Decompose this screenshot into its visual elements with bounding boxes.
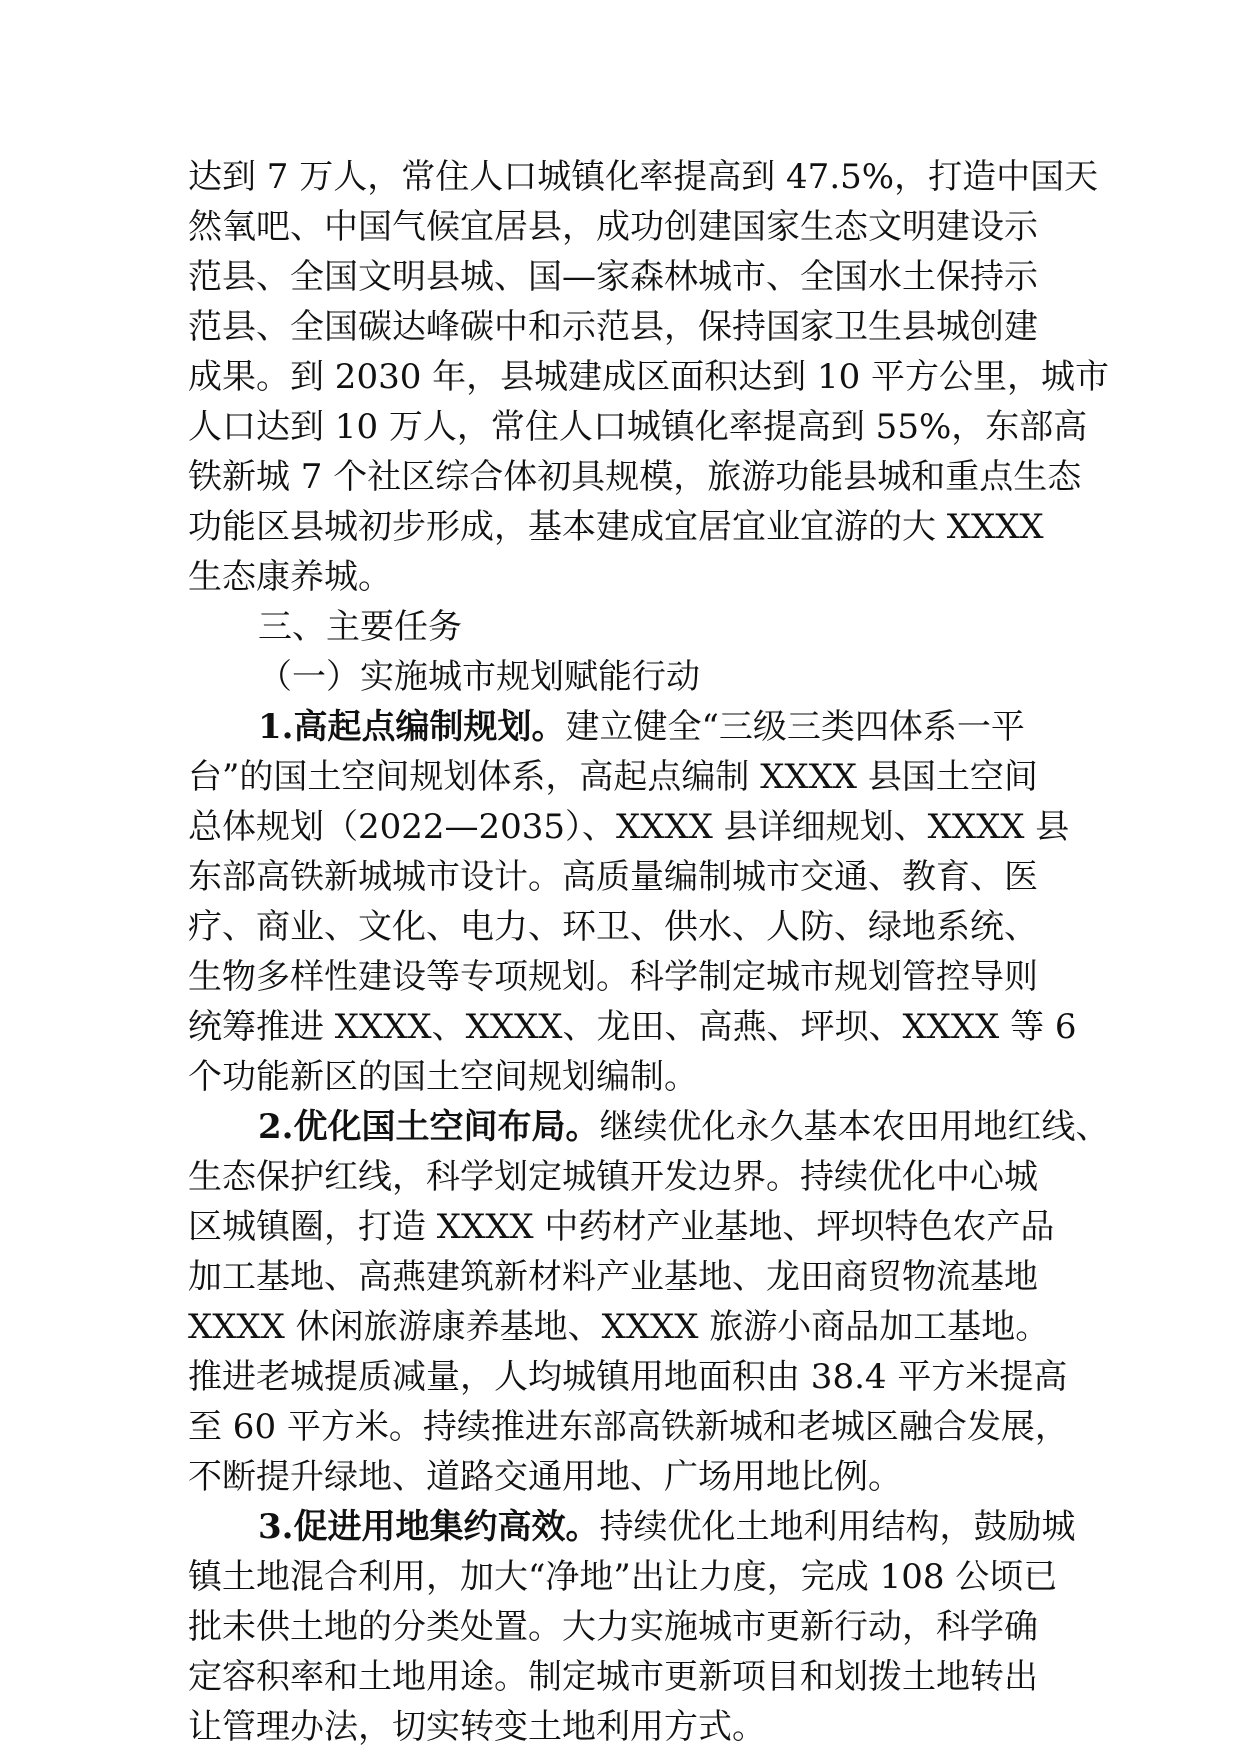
text-line: 个功能新区的国土空间规划编制。 bbox=[188, 1057, 698, 1097]
text-line: 不断提升绿地、道路交通用地、广场用地比例。 bbox=[188, 1457, 902, 1497]
text-line: 成果。到 2030 年，县城建成区面积达到 10 平方公里，城市 bbox=[188, 357, 1110, 397]
text-line: 区城镇圈，打造 XXXX 中药材产业基地、坪坝特色农产品 bbox=[188, 1207, 1055, 1247]
text-line: 东部高铁新城城市设计。高质量编制城市交通、教育、医 bbox=[188, 857, 1038, 897]
subsection-heading: （一）实施城市规划赋能行动 bbox=[258, 657, 700, 697]
text-line: 总体规划（2022—2035）、XXXX 县详细规划、XXXX 县 bbox=[188, 807, 1070, 847]
item-first-line-text: 继续优化永久基本农田用地红线、 bbox=[599, 1107, 1110, 1147]
text-line: 生态康养城。 bbox=[188, 557, 392, 597]
item-first-line bbox=[188, 702, 1068, 752]
text-line: 至 60 平方米。持续推进东部高铁新城和老城区融合发展， bbox=[188, 1407, 1069, 1447]
text-line: 人口达到 10 万人，常住人口城镇化率提高到 55%，东部高 bbox=[188, 407, 1088, 447]
section-heading: 三、主要任务 bbox=[258, 607, 462, 647]
intro-paragraph bbox=[188, 152, 1110, 602]
text-line: 生物多样性建设等专项规划。科学制定城市规划管控导则 bbox=[188, 957, 1038, 997]
text-line: 统筹推进 XXXX、XXXX、龙田、高燕、坪坝、XXXX 等 6 bbox=[188, 1007, 1077, 1047]
item-first-line bbox=[188, 1502, 1076, 1552]
text-line: 范县、全国碳达峰碳中和示范县，保持国家卫生县城创建 bbox=[188, 307, 1038, 347]
text-line: 批未供土地的分类处置。大力实施城市更新行动，科学确 bbox=[188, 1607, 1038, 1647]
text-line: 疗、商业、文化、电力、环卫、供水、人防、绿地系统、 bbox=[188, 907, 1038, 947]
task-item-1 bbox=[188, 702, 1077, 1102]
text-line: 镇土地混合利用，加大“净地”出让力度，完成 108 公顷已 bbox=[188, 1557, 1058, 1597]
text-line: 台”的国土空间规划体系，高起点编制 XXXX 县国土空间 bbox=[188, 757, 1038, 797]
text-line: 然氧吧、中国气候宜居县，成功创建国家生态文明建设示 bbox=[188, 207, 1038, 247]
text-line: XXXX 休闲旅游康养基地、XXXX 旅游小商品加工基地。 bbox=[188, 1307, 1050, 1347]
item-title: 2.优化国土空间布局。 bbox=[258, 1107, 600, 1147]
text-line: 铁新城 7 个社区综合体初具规模，旅游功能县城和重点生态 bbox=[188, 457, 1082, 497]
text-line: 推进老城提质减量，人均城镇用地面积由 38.4 平方米提高 bbox=[188, 1357, 1068, 1397]
task-item-3 bbox=[188, 1502, 1076, 1752]
text-line: 定容积率和土地用途。制定城市更新项目和划拨土地转出 bbox=[188, 1657, 1038, 1697]
document-body bbox=[188, 152, 1110, 1752]
text-line: 达到 7 万人，常住人口城镇化率提高到 47.5%，打造中国天 bbox=[188, 157, 1099, 197]
item-first-line-text: 持续优化土地利用结构，鼓励城 bbox=[599, 1507, 1076, 1547]
text-line: 范县、全国文明县城、国—家森林城市、全国水土保持示 bbox=[188, 257, 1038, 297]
text-line: 加工基地、高燕建筑新材料产业基地、龙田商贸物流基地 bbox=[188, 1257, 1038, 1297]
text-line: 功能区县城初步形成，基本建成宜居宜业宜游的大 XXXX bbox=[188, 507, 1044, 547]
task-item-2 bbox=[188, 1102, 1110, 1502]
item-first-line-text: 建立健全“三级三类四体系一平 bbox=[565, 707, 1025, 747]
item-title: 1.高起点编制规划。 bbox=[258, 707, 566, 747]
text-line: 生态保护红线，科学划定城镇开发边界。持续优化中心城 bbox=[188, 1157, 1038, 1197]
item-title: 3.促进用地集约高效。 bbox=[258, 1507, 600, 1547]
text-line: 让管理办法，切实转变土地利用方式。 bbox=[188, 1707, 766, 1747]
item-first-line bbox=[188, 1102, 1110, 1152]
